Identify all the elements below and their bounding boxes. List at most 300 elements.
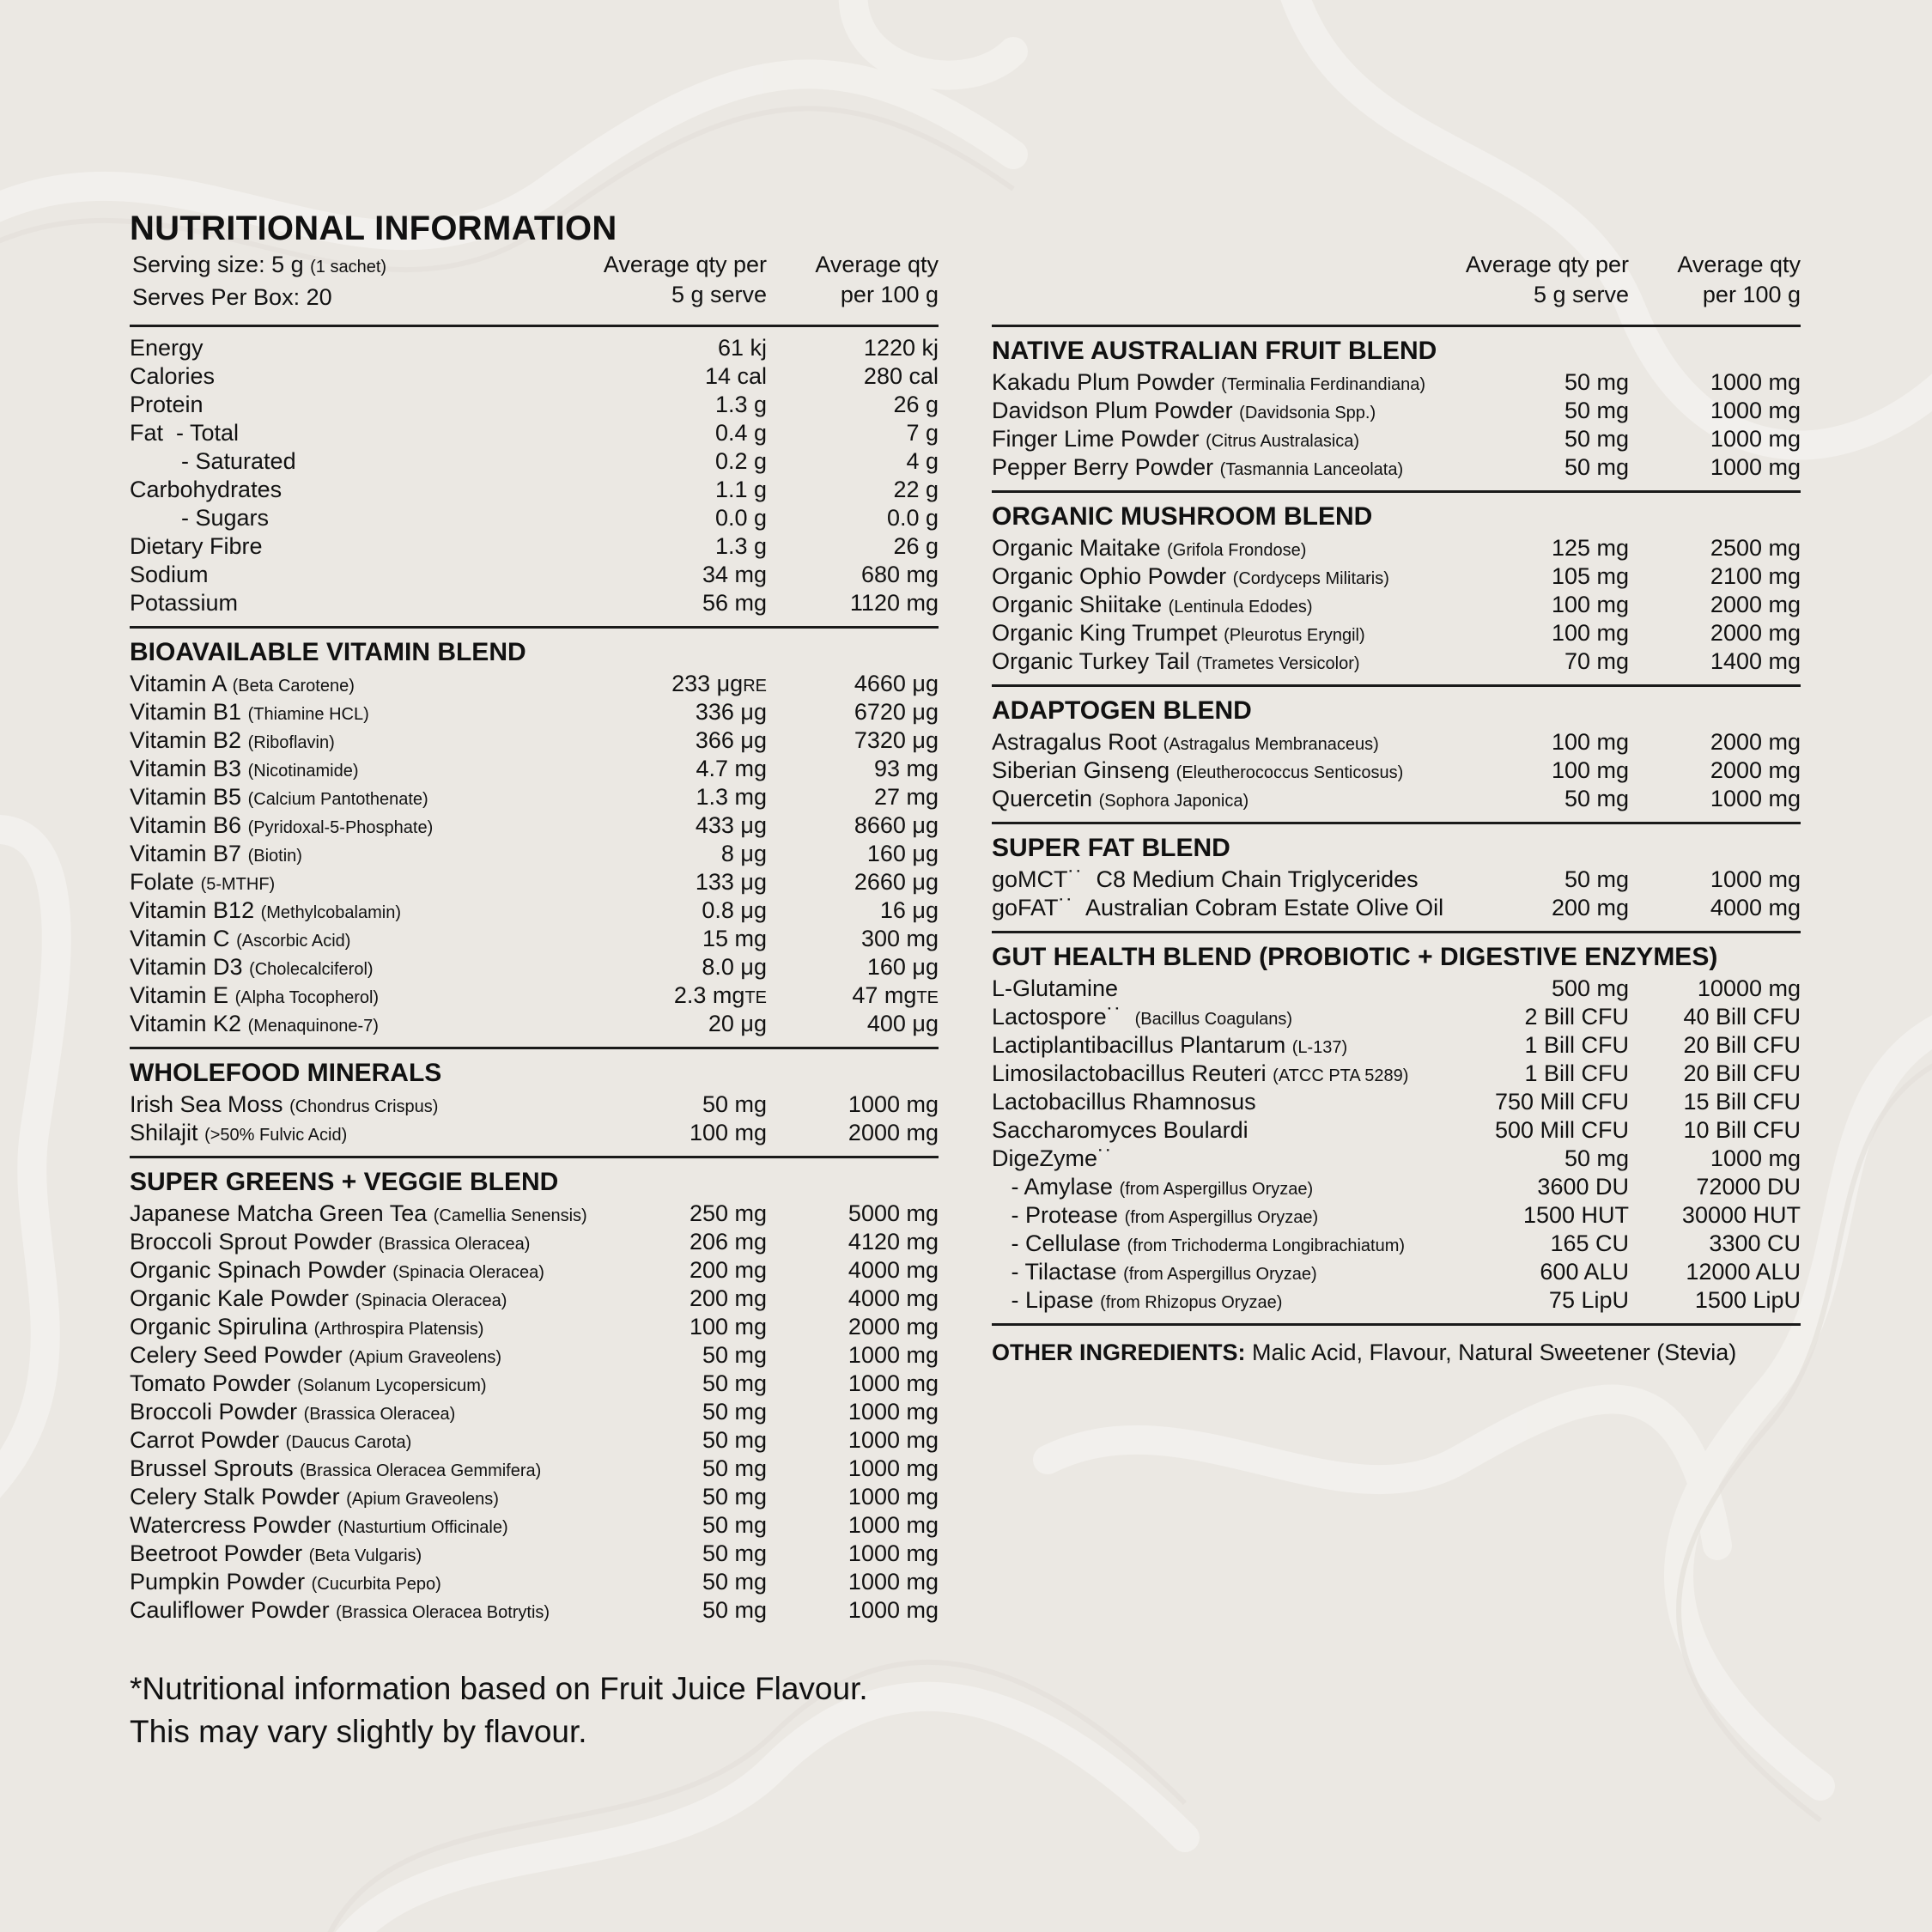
qty-per-serve: [595, 532, 767, 561]
qty-per-serve: [595, 504, 767, 532]
qty-per-serve-value: 50 mg: [1564, 426, 1629, 452]
qty-per-100g-value: 1400 mg: [1710, 648, 1801, 674]
qty-per-serve: [595, 1483, 767, 1511]
qty-per-serve: [1457, 453, 1629, 482]
qty-per-100g: [767, 670, 939, 698]
ingredient-label: - Cellulase: [992, 1230, 1121, 1256]
table-row: [992, 756, 1801, 785]
ingredient-label: Vitamin E: [130, 982, 229, 1008]
qty-per-serve: [595, 391, 767, 419]
ingredient-label: Organic Turkey Tail: [992, 648, 1190, 674]
qty-per-100g: [767, 1341, 939, 1370]
qty-per-100g-value: 2100 mg: [1710, 563, 1801, 589]
table-row: [130, 698, 939, 726]
qty-per-serve: [595, 1341, 767, 1370]
qty-per-serve: [595, 1540, 767, 1568]
scientific-name: (Tasmannia Lanceolata): [1219, 460, 1404, 479]
ingredient-label: Carrot Powder: [130, 1427, 280, 1453]
qty-per-serve-value: 56 mg: [702, 590, 767, 616]
ingredient-name: [130, 1511, 595, 1542]
ingredient-label: - Amylase: [992, 1174, 1114, 1200]
table-row: [130, 868, 939, 896]
qty-per-serve: [595, 476, 767, 504]
qty-per-serve: [1457, 894, 1629, 922]
table-row: [130, 561, 939, 589]
qty-per-100g-value: 2000 mg: [1710, 729, 1801, 755]
section-title: SUPER FAT BLEND: [992, 834, 1230, 862]
footnote: [130, 1668, 868, 1753]
ingredient-name: [130, 1540, 595, 1571]
qty-per-100g-value: 1000 mg: [848, 1399, 939, 1425]
qty-per-100g-value: 0.0 g: [886, 505, 939, 531]
qty-per-serve: [595, 896, 767, 925]
scientific-name: (Cholecalciferol): [249, 960, 374, 979]
table-row: [992, 1173, 1801, 1201]
qty-per-serve-value: 200 mg: [689, 1285, 767, 1311]
super-greens-veggie-blend-section: [130, 1158, 939, 1633]
qty-per-serve-value: 1.3 g: [714, 533, 767, 559]
ingredient-name: [992, 368, 1457, 399]
native-australian-fruit-blend-section: [992, 327, 1801, 493]
qty-per-100g: [1629, 1173, 1801, 1201]
right-header-per-100g: [1586, 250, 1801, 310]
qty-per-serve-value: 50 mg: [702, 1427, 767, 1453]
ingredient-label: Organic Spinach Powder: [130, 1257, 386, 1283]
ingredient-label: Watercress Powder: [130, 1512, 331, 1538]
table-row: [130, 896, 939, 925]
qty-per-serve-value: 50 mg: [1564, 369, 1629, 395]
qty-per-100g: [767, 1511, 939, 1540]
table-row: [992, 1230, 1801, 1258]
section-title: BIOAVAILABLE VITAMIN BLEND: [130, 638, 526, 666]
qty-per-serve: [595, 1285, 767, 1313]
qty-per-100g: [767, 1455, 939, 1483]
table-row: [130, 1200, 939, 1228]
scientific-name: (>50% Fulvic Acid): [204, 1126, 348, 1145]
qty-per-100g: [1629, 1031, 1801, 1060]
scientific-name: (Brassica Oleracea): [378, 1235, 531, 1254]
qty-per-100g-value: 4000 mg: [1710, 895, 1801, 920]
ingredient-label: - Saturated: [130, 448, 296, 474]
ingredient-label: goFAT˙˙ Australian Cobram Estate Olive Oil: [992, 895, 1444, 920]
qty-per-serve-value: 50 mg: [702, 1540, 767, 1566]
table-row: [130, 953, 939, 981]
scientific-name: (Nasturtium Officinale): [337, 1518, 508, 1537]
table-row: [130, 1370, 939, 1398]
qty-per-100g-value: 1000 mg: [1710, 426, 1801, 452]
qty-per-100g-value: 4 g: [906, 448, 939, 474]
ingredient-name: [130, 698, 595, 729]
qty-per-100g: [1629, 1003, 1801, 1031]
qty-per-100g: [767, 1540, 939, 1568]
section-title: NATIVE AUSTRALIAN FRUIT BLEND: [992, 337, 1437, 365]
scientific-name: (Methylcobalamin): [260, 903, 401, 922]
qty-per-serve: [595, 1256, 767, 1285]
qty-per-serve: [1457, 591, 1629, 619]
qty-per-100g: [767, 1313, 939, 1341]
qty-per-100g-value: 680 mg: [860, 562, 939, 587]
qty-per-100g: [767, 925, 939, 953]
qty-per-serve-value: 100 mg: [689, 1314, 767, 1340]
scientific-name: (Pyridoxal-5-Phosphate): [247, 818, 434, 837]
qty-per-100g: [1629, 397, 1801, 425]
qty-per-serve: [595, 726, 767, 755]
table-row: [130, 755, 939, 783]
qty-per-serve-value: 1500 HUT: [1522, 1202, 1629, 1228]
qty-per-serve-value: 600 ALU: [1540, 1259, 1629, 1285]
header-per-100g-line2: per 100 g: [840, 282, 939, 307]
ingredient-name: [130, 362, 595, 391]
qty-per-100g: [767, 981, 939, 1012]
scientific-name: (Ascorbic Acid): [236, 932, 351, 951]
qty-per-100g: [767, 589, 939, 617]
table-row: [992, 1088, 1801, 1116]
qty-per-100g-value: 1000 mg: [848, 1569, 939, 1595]
ingredient-name: [130, 589, 595, 617]
scientific-name: (Trametes Versicolor): [1196, 654, 1360, 673]
qty-per-serve-value: 2 Bill CFU: [1524, 1004, 1629, 1030]
qty-per-serve-value: 50 mg: [1564, 866, 1629, 892]
ingredient-label: Saccharomyces Boulardi: [992, 1117, 1249, 1143]
scientific-name: (ATCC PTA 5289): [1273, 1066, 1409, 1085]
qty-per-100g: [1629, 647, 1801, 676]
qty-per-100g: [767, 1200, 939, 1228]
qty-per-serve: [595, 1119, 767, 1147]
ingredient-label: Vitamin B3: [130, 756, 242, 781]
qty-per-serve: [595, 953, 767, 981]
qty-per-100g: [767, 1091, 939, 1119]
qty-per-100g-value: 1000 mg: [848, 1455, 939, 1481]
qty-per-serve: [1457, 397, 1629, 425]
qty-per-serve: [1457, 1258, 1629, 1286]
table-row: [992, 785, 1801, 813]
ingredient-name: [130, 1200, 595, 1230]
qty-per-100g: [767, 1285, 939, 1313]
header-per-100g-line2: per 100 g: [1702, 282, 1801, 307]
qty-per-100g-value: 1000 mg: [848, 1540, 939, 1566]
qty-per-serve-value: 105 mg: [1551, 563, 1629, 589]
qty-per-100g-value: 2500 mg: [1710, 535, 1801, 561]
table-row: [992, 1116, 1801, 1145]
qty-per-serve: [1457, 1201, 1629, 1230]
qty-unit-suffix: RE: [743, 677, 767, 696]
qty-per-serve: [1457, 975, 1629, 1003]
qty-unit-suffix: TE: [744, 988, 767, 1007]
qty-per-100g: [1629, 453, 1801, 482]
scientific-name: (Menaquinone-7): [247, 1017, 379, 1036]
qty-per-serve-value: 100 mg: [1551, 757, 1629, 783]
qty-per-serve: [1457, 866, 1629, 894]
table-row: [130, 391, 939, 419]
ingredient-label: Vitamin B6: [130, 812, 242, 838]
table-row: [130, 811, 939, 840]
qty-per-100g: [767, 783, 939, 811]
ingredient-label: DigeZyme˙˙: [992, 1145, 1114, 1171]
qty-per-serve: [595, 925, 767, 953]
qty-per-100g: [767, 840, 939, 868]
scientific-name: (Citrus Australasica): [1206, 432, 1360, 451]
scientific-name: (from Trichoderma Longibrachiatum): [1127, 1236, 1406, 1255]
ingredient-label: Siberian Ginseng: [992, 757, 1170, 783]
scientific-name: (from Aspergillus Oryzae): [1124, 1208, 1319, 1227]
qty-per-serve-value: 336 μg: [695, 699, 767, 725]
qty-per-serve: [595, 1568, 767, 1596]
ingredient-label: Lactiplantibacillus Plantarum: [992, 1032, 1286, 1058]
qty-per-serve: [595, 755, 767, 783]
ingredient-label: goMCT˙˙ C8 Medium Chain Triglycerides: [992, 866, 1419, 892]
header-per-100g-line1: Average qty: [1677, 252, 1801, 277]
qty-per-serve: [1457, 534, 1629, 562]
super-fat-blend-section: [992, 824, 1801, 933]
qty-per-serve: [595, 670, 767, 701]
ingredient-label: Calories: [130, 363, 216, 389]
ingredient-label: Quercetin: [992, 786, 1093, 811]
ingredient-label: Vitamin K2: [130, 1011, 242, 1036]
qty-per-100g: [1629, 534, 1801, 562]
ingredient-name: [130, 1119, 595, 1150]
ingredient-name: [992, 562, 1457, 593]
ingredient-label: Finger Lime Powder: [992, 426, 1200, 452]
qty-per-100g-value: 1000 mg: [848, 1427, 939, 1453]
scientific-name: (Solanum Lycopersicum): [297, 1376, 487, 1395]
ingredient-name: [130, 334, 595, 362]
ingredient-name: [130, 755, 595, 786]
ingredient-name: [992, 534, 1457, 565]
qty-per-100g: [767, 1010, 939, 1038]
scientific-name: (Chondrus Crispus): [289, 1097, 439, 1116]
qty-per-serve: [1457, 1173, 1629, 1201]
qty-per-100g: [1629, 756, 1801, 785]
qty-per-100g-value: 30000 HUT: [1681, 1202, 1801, 1228]
header-per-serve-line1: Average qty per: [603, 252, 767, 277]
ingredient-label: Pumpkin Powder: [130, 1569, 306, 1595]
ingredient-label: Vitamin A: [130, 671, 227, 696]
serving-size: Serving size: 5 g: [132, 252, 304, 277]
qty-per-serve: [1457, 1230, 1629, 1258]
ingredient-name: [130, 561, 595, 589]
ingredient-name: [130, 1398, 595, 1429]
ingredient-label: Organic King Trumpet: [992, 620, 1218, 646]
header-per-serve-line1: Average qty per: [1465, 252, 1629, 277]
ingredient-label: Vitamin B2: [130, 727, 242, 753]
table-row: [130, 1341, 939, 1370]
section-title: SUPER GREENS + VEGGIE BLEND: [130, 1168, 559, 1196]
table-row: [130, 1398, 939, 1426]
ingredient-label: Davidson Plum Powder: [992, 398, 1233, 423]
ingredient-name: [130, 1341, 595, 1372]
ingredient-name: [130, 1010, 595, 1041]
ingredient-name: [992, 894, 1457, 925]
ingredient-label: Japanese Matcha Green Tea: [130, 1200, 428, 1226]
wholefood-minerals-section: [130, 1049, 939, 1158]
table-row: [992, 728, 1801, 756]
footnote-line2: This may vary slightly by flavour.: [130, 1714, 587, 1749]
qty-per-serve-value: 50 mg: [702, 1455, 767, 1481]
ingredient-name: [992, 1258, 1457, 1289]
scientific-name: (Apium Graveolens): [346, 1490, 499, 1509]
table-row: [992, 1031, 1801, 1060]
qty-per-100g: [1629, 1088, 1801, 1116]
ingredient-label: Vitamin C: [130, 926, 230, 951]
ingredient-label: Organic Shiitake: [992, 592, 1163, 617]
header-per-serve-line2: 5 g serve: [1533, 282, 1629, 307]
qty-per-serve-value: 3600 DU: [1537, 1174, 1629, 1200]
table-row: [130, 1119, 939, 1147]
qty-per-100g: [767, 896, 939, 925]
ingredient-label: - Sugars: [130, 505, 270, 531]
ingredient-label: Pepper Berry Powder: [992, 454, 1214, 480]
qty-per-serve: [1457, 728, 1629, 756]
qty-per-100g: [1629, 1116, 1801, 1145]
qty-per-serve-value: 50 mg: [1564, 1145, 1629, 1171]
ingredient-label: Protein: [130, 392, 204, 417]
table-row: [992, 1003, 1801, 1031]
qty-per-100g: [767, 1398, 939, 1426]
ingredient-name: [130, 981, 595, 1012]
page-title: NUTRITIONAL INFORMATION: [130, 210, 617, 247]
qty-per-100g: [767, 811, 939, 840]
qty-per-serve-value: 50 mg: [702, 1342, 767, 1368]
ingredient-label: Celery Seed Powder: [130, 1342, 343, 1368]
table-row: [992, 1060, 1801, 1088]
ingredient-name: [992, 1116, 1457, 1147]
qty-per-100g: [767, 561, 939, 589]
scientific-name: (Brassica Oleracea): [303, 1405, 456, 1424]
ingredient-label: Carbohydrates: [130, 477, 283, 502]
ingredient-name: [992, 1201, 1457, 1232]
table-row: [130, 670, 939, 698]
ingredient-name: [992, 785, 1457, 816]
ingredient-label: Shilajit: [130, 1120, 198, 1145]
ingredient-name: [992, 1060, 1457, 1091]
qty-per-serve-value: 0.8 μg: [702, 897, 767, 923]
qty-per-100g: [767, 726, 939, 755]
qty-per-serve: [595, 1426, 767, 1455]
scientific-name: (Terminalia Ferdinandiana): [1221, 375, 1426, 394]
qty-per-100g-value: 40 Bill CFU: [1683, 1004, 1801, 1030]
qty-per-100g: [1629, 894, 1801, 922]
table-row: [130, 1426, 939, 1455]
other-ingredients-text: Malic Acid, Flavour, Natural Sweetener (Stevia): [1245, 1340, 1737, 1365]
qty-per-100g: [767, 391, 939, 419]
qty-per-100g-value: 27 mg: [873, 784, 939, 810]
qty-per-100g-value: 1220 kj: [863, 335, 939, 361]
ingredient-name: [130, 896, 595, 927]
table-row: [130, 447, 939, 476]
qty-per-serve-value: 366 μg: [695, 727, 767, 753]
qty-per-serve: [595, 1398, 767, 1426]
qty-per-100g: [1629, 562, 1801, 591]
qty-per-serve: [595, 783, 767, 811]
qty-per-serve-value: 200 mg: [1551, 895, 1629, 920]
qty-per-100g-value: 7320 μg: [854, 727, 939, 753]
ingredient-label: - Lipase: [992, 1287, 1094, 1313]
section-title: GUT HEALTH BLEND (PROBIOTIC + DIGESTIVE ENZYMES): [992, 943, 1718, 971]
qty-per-serve: [595, 419, 767, 447]
ingredient-name: [130, 811, 595, 842]
scientific-name: (Sophora Japonica): [1098, 792, 1249, 811]
ingredient-name: [130, 419, 595, 447]
qty-per-serve: [595, 698, 767, 726]
qty-per-serve: [595, 1091, 767, 1119]
qty-per-serve: [1457, 1116, 1629, 1145]
table-row: [992, 866, 1801, 894]
qty-per-100g: [767, 1119, 939, 1147]
table-row: [992, 975, 1801, 1003]
scientific-name: (Spinacia Oleracea): [392, 1263, 544, 1282]
qty-per-serve: [595, 868, 767, 896]
qty-per-100g: [767, 532, 939, 561]
table-row: [130, 1228, 939, 1256]
ingredient-name: [992, 728, 1457, 759]
qty-per-serve-value: 500 mg: [1551, 975, 1629, 1001]
scientific-name: (Calcium Pantothenate): [247, 790, 428, 809]
scientific-name: (L-137): [1291, 1038, 1348, 1057]
table-row: [130, 981, 939, 1010]
qty-per-serve: [595, 1228, 767, 1256]
table-row: [130, 1091, 939, 1119]
scientific-name: (Apium Graveolens): [349, 1348, 501, 1367]
qty-per-100g-value: 1120 mg: [849, 590, 939, 616]
ingredient-name: [130, 840, 595, 871]
ingredient-name: [992, 975, 1457, 1005]
table-row: [992, 619, 1801, 647]
qty-per-100g-value: 160 μg: [866, 954, 939, 980]
ingredient-label: Organic Kale Powder: [130, 1285, 349, 1311]
ingredient-name: [992, 1003, 1457, 1034]
ingredient-name: [130, 1370, 595, 1400]
ingredient-label: Cauliflower Powder: [130, 1597, 330, 1623]
qty-per-serve-value: 50 mg: [702, 1569, 767, 1595]
qty-per-100g: [767, 755, 939, 783]
table-row: [130, 1511, 939, 1540]
qty-per-serve-value: 100 mg: [1551, 729, 1629, 755]
qty-per-serve: [595, 1596, 767, 1625]
ingredient-name: [130, 925, 595, 956]
scientific-name: (Biotin): [247, 847, 302, 866]
qty-per-serve-value: 233 μg: [671, 671, 744, 696]
qty-per-serve: [595, 589, 767, 617]
table-row: [130, 419, 939, 447]
qty-per-serve-value: 70 mg: [1564, 648, 1629, 674]
ingredient-label: Organic Ophio Powder: [992, 563, 1227, 589]
other-ingredients-label: OTHER INGREDIENTS:: [992, 1340, 1246, 1365]
table-row: [130, 334, 939, 362]
serving-info: [132, 250, 386, 313]
qty-per-serve-value: 1 Bill CFU: [1524, 1060, 1629, 1086]
ingredient-name: [130, 532, 595, 561]
qty-per-100g: [767, 953, 939, 981]
table-row: [992, 453, 1801, 482]
ingredient-name: [130, 1455, 595, 1485]
qty-per-serve: [595, 1010, 767, 1038]
qty-per-100g-value: 2000 mg: [1710, 620, 1801, 646]
qty-per-serve-value: 34 mg: [702, 562, 767, 587]
scientific-name: (Thiamine HCL): [247, 705, 369, 724]
qty-per-serve-value: 50 mg: [1564, 454, 1629, 480]
ingredient-label: Vitamin B12: [130, 897, 255, 923]
qty-per-100g-value: 6720 μg: [854, 699, 939, 725]
scientific-name: (Beta Carotene): [232, 677, 355, 696]
qty-per-100g-value: 22 g: [893, 477, 939, 502]
qty-per-100g-value: 10 Bill CFU: [1683, 1117, 1801, 1143]
qty-per-100g-value: 1000 mg: [848, 1597, 939, 1623]
qty-per-100g: [767, 1426, 939, 1455]
qty-per-100g: [767, 362, 939, 391]
scientific-name: (Alpha Tocopherol): [234, 988, 380, 1007]
qty-per-serve-value: 8.0 μg: [702, 954, 767, 980]
ingredient-label: Lactospore˙˙: [992, 1004, 1129, 1030]
